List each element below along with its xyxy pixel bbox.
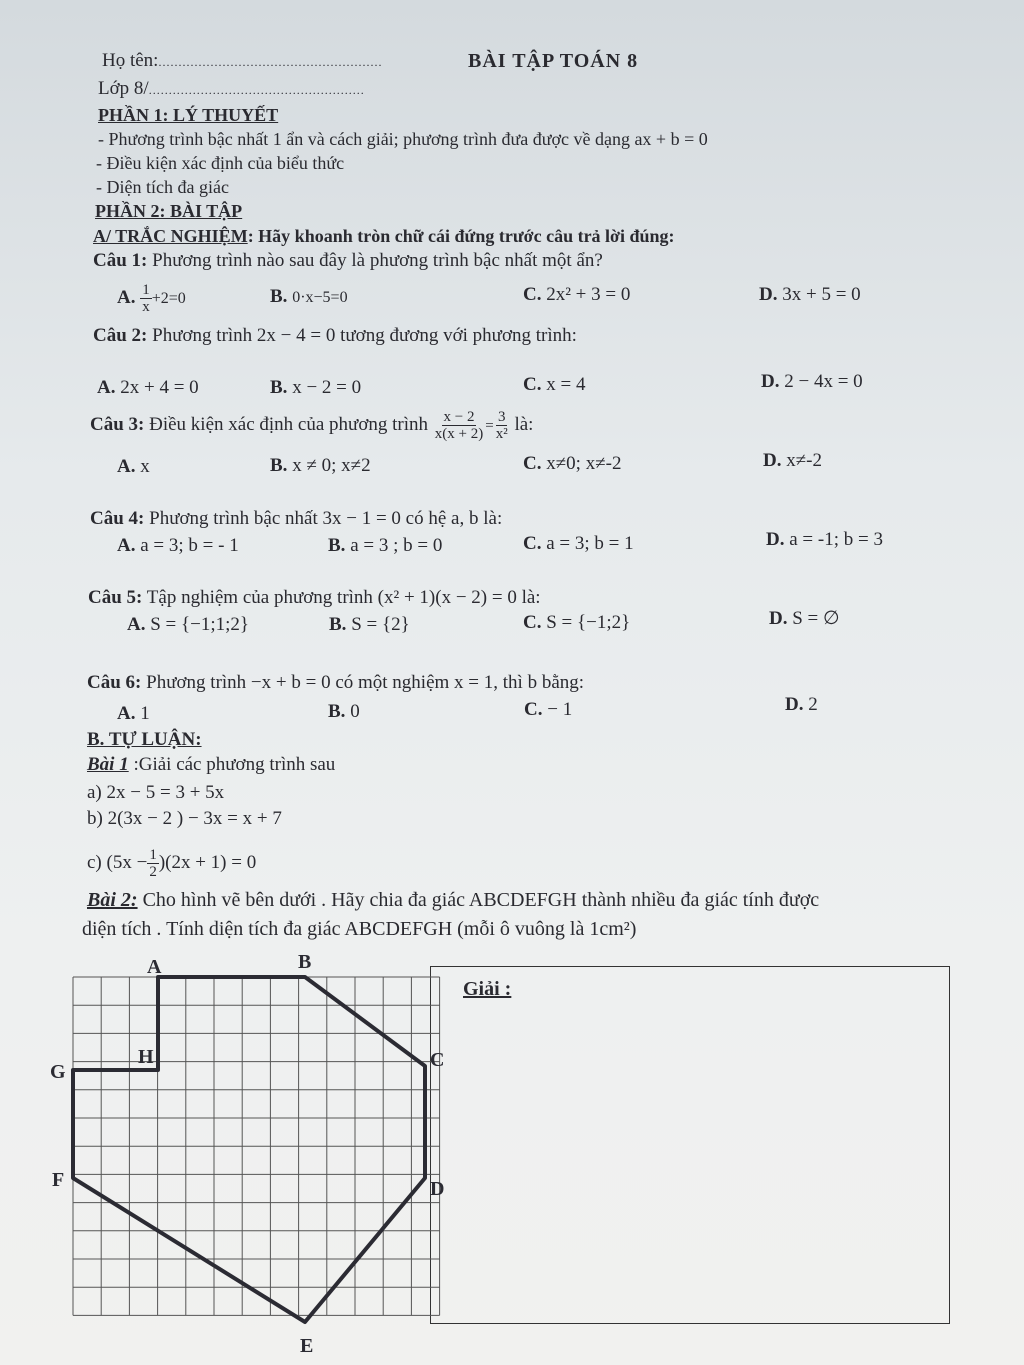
polygon-abcdefgh [73,977,425,1322]
question-text: Tập nghiệm của phương trình (x² + 1)(x − 2) = 0 là: [146,587,541,608]
question-label: Câu 2: [93,325,148,346]
option-text: 1 [140,703,150,724]
option-letter: C. [523,284,542,305]
option-letter: D. [785,694,804,715]
option-text: x = 4 [546,374,586,395]
option-text: S = {−1;2} [546,612,631,633]
vertex-label-c: C [430,1049,445,1071]
option-letter: B. [329,614,347,635]
option-letter: D. [766,529,785,550]
essay-heading: B. TỰ LUẬN: [87,729,202,750]
fraction-num: 3 [497,409,506,426]
question-label: Câu 6: [87,672,142,693]
vertex-label-f: F [52,1169,65,1191]
theory-item: - Phương trình bậc nhất 1 ẩn và cách giải; phương trình đưa được về dạng ax + b = 0 [98,129,708,149]
option-text: x≠0; x≠-2 [546,453,622,474]
option-text: S = {−1;1;2} [150,614,250,635]
question-label: Câu 1: [93,250,148,271]
theory-item: - Điều kiện xác định của biểu thức [96,153,345,173]
option-letter: A. [117,456,136,477]
option-text: 0·x−5=0 [292,289,348,306]
fraction-num: 1 [149,847,157,864]
option-text: 2 − 4x = 0 [784,371,863,392]
option-letter: B. [270,286,288,307]
question-suffix: là: [514,414,534,435]
option-text: x − 2 = 0 [292,377,362,398]
fraction-num: 1 [142,282,150,298]
option-text: x [140,456,150,477]
bai1-text: :Giải các phương trình sau [128,754,336,775]
option-text: 0 [350,701,360,722]
option-text: − 1 [547,699,573,720]
vertex-label-g: G [50,1061,66,1083]
bai1-label: Bài 1 [87,754,129,775]
option-letter: A. [127,614,146,635]
option-letter: C. [524,699,543,720]
option-text: x ≠ 0; x≠2 [292,455,371,476]
name-label: Họ tên: [102,50,159,71]
question-label: Câu 4: [90,508,145,529]
equals-sign: = [485,418,494,434]
option-letter: D. [759,284,778,305]
class-dots: ...................................................... [148,83,365,97]
option-letter: D. [763,450,782,471]
bai2-label: Bài 2: [87,889,138,911]
option-text: +2=0 [151,289,186,307]
class-label: Lớp 8/ [98,78,149,99]
option-text: 2x + 4 = 0 [120,377,199,398]
option-letter: C. [523,453,542,474]
question-label: Câu 3: [90,414,145,435]
option-text: S = ∅ [792,608,840,629]
option-text: 2 [808,694,818,715]
worksheet-title: BÀI TẬP TOÁN 8 [468,50,639,72]
question-text: Phương trình bậc nhất 3x − 1 = 0 có hệ a, b là: [149,508,503,529]
question-label: Câu 5: [88,587,143,608]
question-text: Phương trình −x + b = 0 có một nghiệm x = 1, thì b bằng: [146,672,585,693]
option-text: a = 3 ; b = 0 [350,535,443,556]
fraction-den: x [142,299,150,315]
option-letter: D. [761,371,780,392]
giai-label: Giải : [463,978,512,1000]
vertex-label-b: B [298,951,312,973]
theory-item: - Diện tích đa giác [96,177,229,197]
option-letter: B. [270,377,288,398]
option-letter: C. [523,374,542,395]
question-text: Điều kiện xác định của phương trình [149,414,429,435]
bai1-a: a) 2x − 5 = 3 + 5x [87,782,225,803]
option-text: a = -1; b = 3 [789,529,883,550]
question-text: Phương trình 2x − 4 = 0 tương đương với phương trình: [152,325,577,346]
fraction-den: 2 [149,864,157,881]
name-dots: ........................................................ [158,55,383,69]
vertex-label-a: A [147,956,162,978]
fraction-den: x(x + 2) [434,426,484,443]
bai1-c-post: )(2x + 1) = 0 [158,852,257,873]
square-grid [73,977,440,1315]
option-letter: A. [117,535,136,556]
fraction-den: x² [495,426,508,443]
option-letter: B. [328,535,346,556]
option-letter: A. [117,286,136,308]
option-letter: A. [117,703,136,724]
mcq-label: A/ TRẮC NGHIỆM [93,226,248,246]
option-text: 2x² + 3 = 0 [546,284,631,305]
part2-heading: PHẦN 2: BÀI TẬP [95,201,243,221]
bai2-line-2: diện tích . Tính diện tích đa giác ABCDEFGH (mỗi ô vuông là 1cm²) [82,918,637,940]
vertex-label-h: H [138,1046,154,1068]
option-letter: C. [523,533,542,554]
option-text: a = 3; b = 1 [546,533,634,554]
vertex-label-e: E [300,1335,314,1357]
option-text: a = 3; b = - 1 [140,535,239,556]
bai1-b: b) 2(3x − 2 ) − 3x = x + 7 [87,808,282,829]
bai1-c-pre: c) (5x − [87,852,148,873]
fraction-num: x − 2 [443,409,475,426]
part1-heading: PHẦN 1: LÝ THUYẾT [98,105,279,125]
option-letter: C. [523,612,542,633]
bai2-text: Cho hình vẽ bên dưới . Hãy chia đa giác ABCDEFGH thành nhiều đa giác tính được [137,889,820,911]
option-text: S = {2} [351,614,410,635]
option-letter: B. [328,701,346,722]
option-text: x≠-2 [786,450,822,471]
mcq-instruction: : Hãy khoanh tròn chữ cái đứng trước câu trả lời đúng: [247,226,675,246]
question-text: Phương trình nào sau đây là phương trình bậc nhất một ẩn? [152,250,603,271]
option-letter: D. [769,608,788,629]
option-letter: B. [270,455,288,476]
option-text: 3x + 5 = 0 [782,284,861,305]
vertex-label-d: D [430,1178,445,1200]
option-letter: A. [97,377,116,398]
